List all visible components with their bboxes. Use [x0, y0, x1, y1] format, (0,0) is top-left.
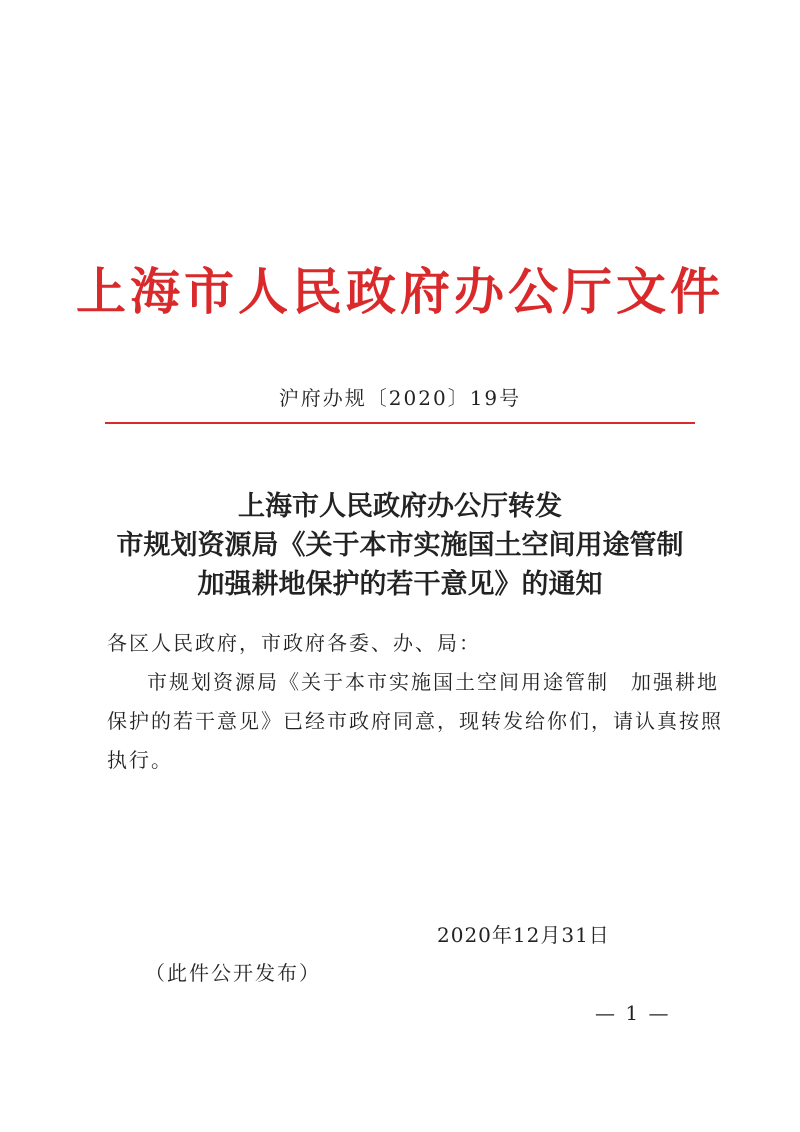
body-line-1: 市规划资源局《关于本市实施国土空间用途管制 加强耕地 — [147, 670, 719, 694]
document-title — [0, 487, 800, 604]
document-title-line-1: 上海市人民政府办公厅转发 — [238, 491, 562, 522]
issue-date: 2020年12月31日 — [437, 923, 610, 947]
document-header-title: 上海市人民政府办公厅文件 — [76, 262, 724, 321]
addressee: 各区人民政府，市政府各委、办、局： — [107, 631, 481, 655]
public-release-note: （此件公开发布） — [145, 961, 321, 985]
body-line-2: 保护的若干意见》已经市政府同意，现转发给你们，请认真按照 — [107, 709, 723, 733]
document-title-line-3: 加强耕地保护的若干意见》的通知 — [197, 569, 603, 600]
page-number: — 1 — — [595, 1001, 671, 1025]
body-paragraph — [107, 663, 723, 780]
document-number: 沪府办规〔2020〕19号 — [278, 386, 522, 410]
body-line-3: 执行。 — [107, 748, 173, 772]
header-divider — [105, 422, 695, 424]
document-title-line-2: 市规划资源局《关于本市实施国土空间用途管制 — [116, 530, 684, 561]
